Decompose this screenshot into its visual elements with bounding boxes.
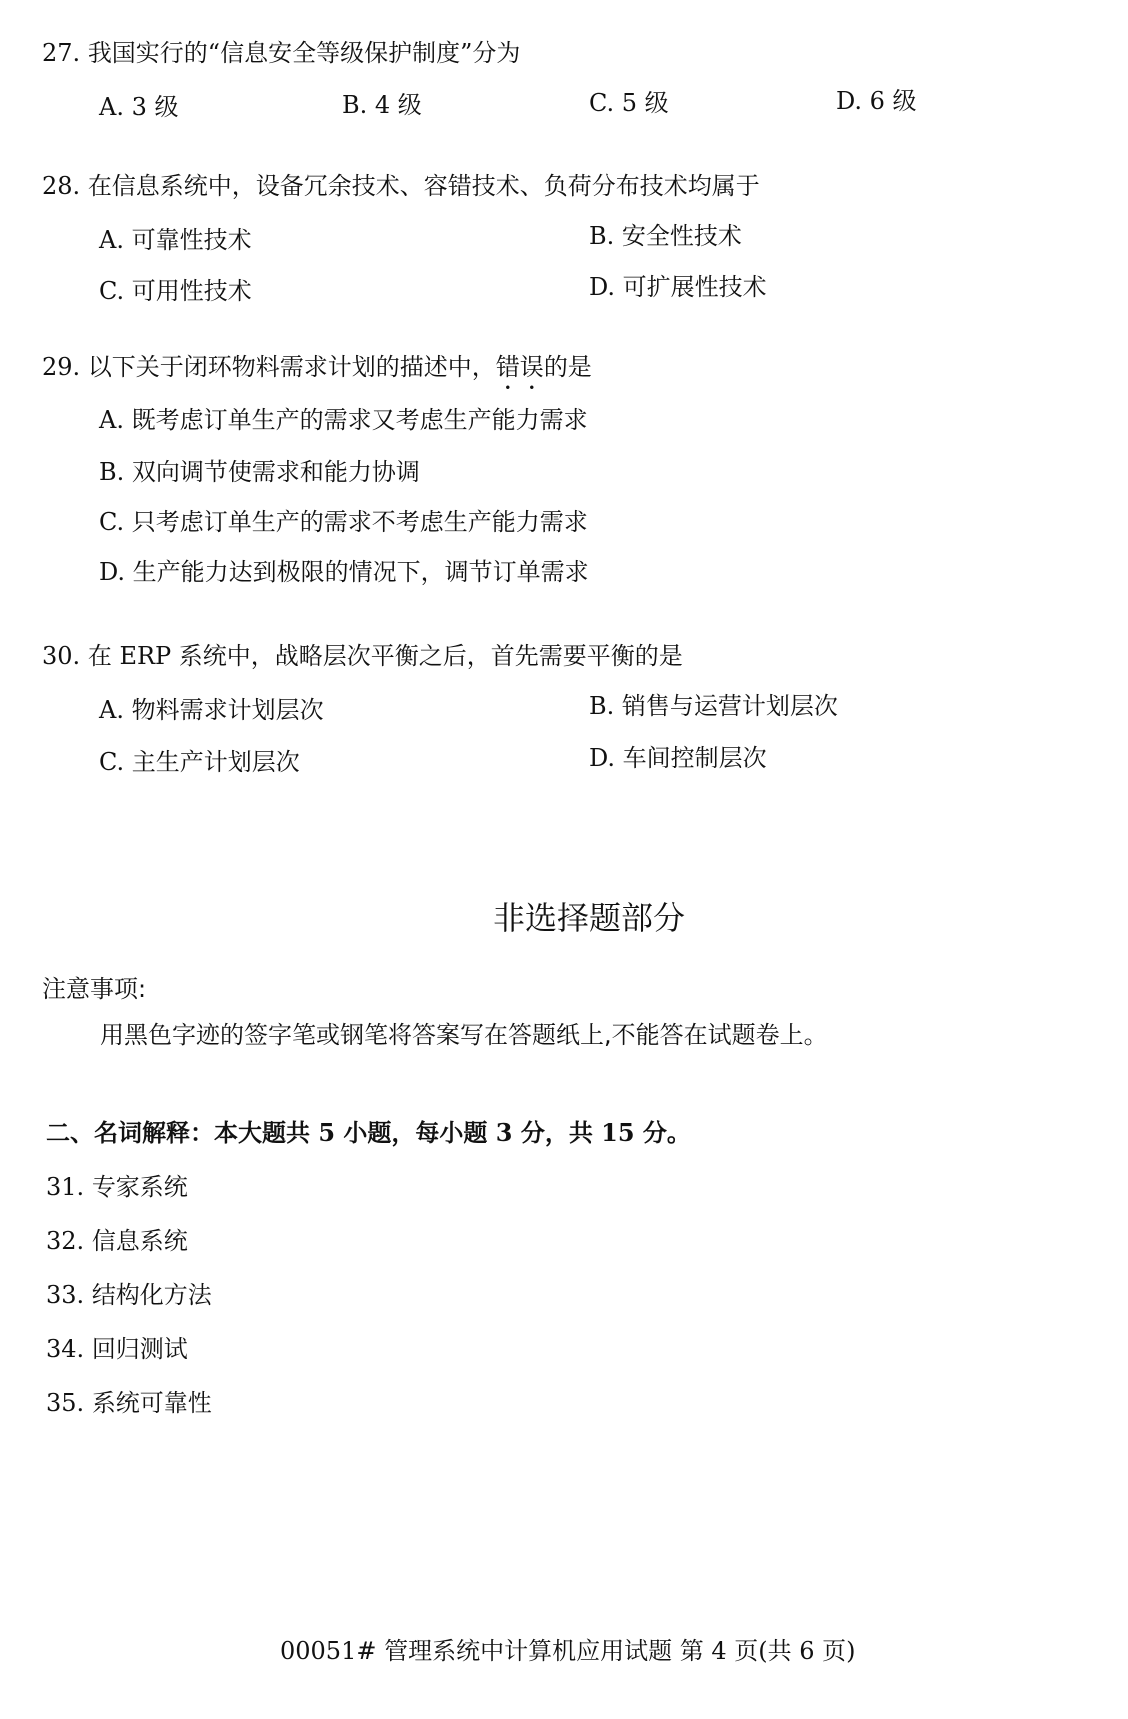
option-label: C. <box>99 748 125 776</box>
option-label: C. <box>99 508 125 536</box>
q30-option-b <box>589 691 838 721</box>
part2-heading: 二、名词解释：本大题共 5 小题，每小题 3 分，共 15 分。 <box>46 1118 691 1147</box>
question-29-stem <box>42 352 592 395</box>
q28-option-b <box>589 221 742 251</box>
q29-option-d <box>99 557 589 587</box>
term-number: 31. <box>46 1173 85 1201</box>
term-item-33 <box>46 1280 212 1310</box>
term-number: 34. <box>46 1335 85 1363</box>
term-text: 结构化方法 <box>91 1281 212 1309</box>
option-text: 4 级 <box>374 91 422 119</box>
option-text: 可用性技术 <box>131 277 252 305</box>
page-footer: 00051# 管理系统中计算机应用试题 第 4 页(共 6 页) <box>280 1637 856 1665</box>
option-text: 物料需求计划层次 <box>131 696 324 724</box>
q29-option-b <box>99 457 420 487</box>
term-item-32 <box>46 1226 188 1256</box>
term-text: 系统可靠性 <box>91 1389 212 1417</box>
q27-option-d <box>836 86 917 116</box>
option-text: 6 级 <box>869 87 917 115</box>
question-number: 29. <box>42 353 81 381</box>
question-30-stem <box>42 641 683 671</box>
option-label: A. <box>99 93 124 121</box>
option-text: 车间控制层次 <box>622 744 767 772</box>
option-text: 只考虑订单生产的需求不考虑生产能力需求 <box>131 508 588 536</box>
option-label: D. <box>836 87 863 115</box>
question-27-stem <box>42 38 520 68</box>
option-label: B. <box>342 91 368 119</box>
option-label: A. <box>99 406 124 434</box>
option-label: A. <box>99 696 124 724</box>
option-label: D. <box>99 558 126 586</box>
question-28-stem <box>42 171 760 201</box>
option-label: D. <box>589 744 616 772</box>
option-label: B. <box>99 458 125 486</box>
option-label: B. <box>589 692 615 720</box>
question-text: 在信息系统中，设备冗余技术、容错技术、负荷分布技术均属于 <box>87 172 760 200</box>
option-text: 安全性技术 <box>621 222 742 250</box>
q28-option-c <box>99 276 252 306</box>
term-text: 信息系统 <box>91 1227 188 1255</box>
q28-option-d <box>589 272 767 302</box>
option-text: 销售与运营计划层次 <box>621 692 838 720</box>
term-number: 32. <box>46 1227 85 1255</box>
q27-option-a <box>99 92 179 122</box>
option-text: 双向调节使需求和能力协调 <box>131 458 420 486</box>
question-text: 以下关于闭环物料需求计划的描述中， <box>87 353 496 381</box>
term-text: 专家系统 <box>91 1173 188 1201</box>
option-text: 可靠性技术 <box>131 226 252 254</box>
term-text: 回归测试 <box>91 1335 188 1363</box>
notice-text: 用黑色字迹的签字笔或钢笔将答案写在答题纸上,不能答在试题卷上。 <box>100 1021 828 1049</box>
term-number: 35. <box>46 1389 85 1417</box>
question-text: 我国实行的“信息安全等级保护制度”分为 <box>87 39 521 67</box>
option-label: C. <box>99 277 125 305</box>
option-text: 可扩展性技术 <box>622 273 767 301</box>
option-text: 5 级 <box>621 89 669 117</box>
section-title: 非选择题部分 <box>493 899 686 937</box>
option-text: 主生产计划层次 <box>131 748 300 776</box>
question-number: 28. <box>42 172 81 200</box>
option-label: D. <box>589 273 616 301</box>
q29-option-a <box>99 405 588 435</box>
option-label: C. <box>589 89 615 117</box>
q28-option-a <box>99 225 252 255</box>
question-number: 30. <box>42 642 81 670</box>
term-number: 33. <box>46 1281 85 1309</box>
q30-option-a <box>99 695 324 725</box>
question-text: 在 ERP 系统中，战略层次平衡之后，首先需要平衡的是 <box>87 642 683 670</box>
option-label: B. <box>589 222 615 250</box>
term-item-34 <box>46 1334 188 1364</box>
q27-option-b <box>342 90 422 120</box>
option-text: 既考虑订单生产的需求又考虑生产能力需求 <box>131 406 588 434</box>
term-item-31 <box>46 1172 188 1202</box>
option-label: A. <box>99 226 124 254</box>
q29-option-c <box>99 507 588 537</box>
q30-option-c <box>99 747 300 777</box>
q27-option-c <box>589 88 669 118</box>
term-item-35 <box>46 1388 212 1418</box>
notice-label: 注意事项: <box>42 975 147 1003</box>
question-text-end: 的是 <box>543 353 592 381</box>
option-text: 3 级 <box>131 93 179 121</box>
emphasized-word: 错误 <box>495 353 544 381</box>
option-text: 生产能力达到极限的情况下，调节订单需求 <box>132 558 589 586</box>
q30-option-d <box>589 743 767 773</box>
question-number: 27. <box>42 39 81 67</box>
